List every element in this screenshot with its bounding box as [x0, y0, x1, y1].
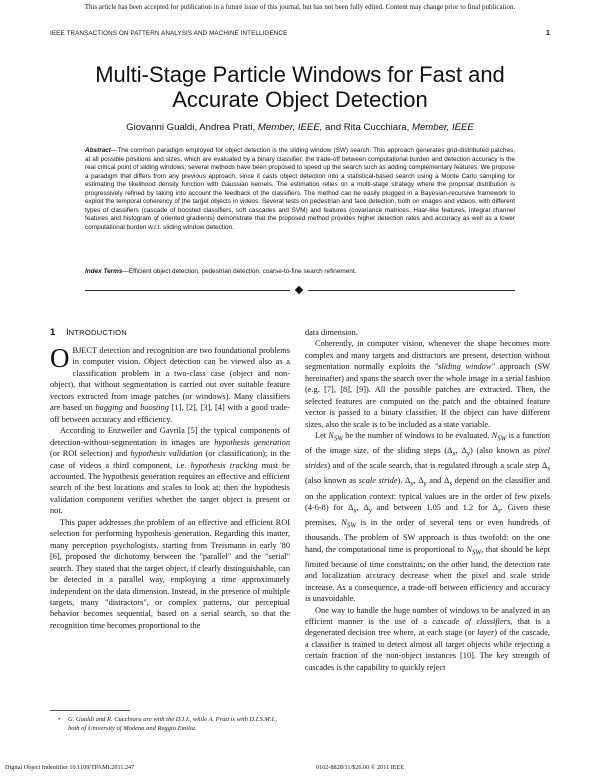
copyright-footer: 0162-8828/11/$26.00 © 2011 IEEE: [316, 764, 405, 771]
index-terms: [85, 268, 515, 277]
index-terms-label: Index Terms: [85, 268, 123, 275]
paragraph-sliding-window: Coherently, in computer vision, whenever the shape becomes more complex and many targets and distractors are present, detection without segmentation normally exploits the "sliding window" approach (SW hereinafter) and spans the search over the whole image in a serial fashion (e.g. [7], [8], [9]). All the possible patches are extracted. Then, the selected features are computed on the patch and the obtained feature vector is passed to a binary classifier. If the object can have different sizes, also the scale is to be included as a state variable.: [305, 339, 550, 429]
doi-footer: Digital Object Indentifier 10.1109/TPAMI.2011.247: [5, 764, 135, 771]
paragraph-intro-3: This paper addresses the problem of an effective and efficient ROI selection for performing hypothesis generation. Regarding this matter, many perception psychologists, starting from Treismann in early '80 [6], proposed the dichotomy between the "parallel" and the "serial" search. They stated that the target object, if clearly distinguishable, can be detected in a parallel way, employing a time approximately independent on the data dimension. Instead, in the presence of multiple targets, many "distractors", or complex patterns, our perceptual behavior becomes sequential, based on a serial search, so that the recognition time becomes proportional to the: [50, 517, 290, 630]
author-list: [40, 122, 560, 133]
section-number: 1: [50, 327, 56, 338]
separator-diamond: [295, 286, 303, 294]
section-heading: [50, 327, 290, 338]
paragraph-intro-2: According to Enzweiler and Gavrila [5] the typical components of detection-without-segmentation in images are hypothesis generation (or ROI selection) and hypothesis validation (or classification); in the case of videos a third component, i.e. hypothesis tracking must be accounted. The hypothesis generation requires an effective and efficient search of the best locations and scales to look at; then the hypothesis validation component verifies whether the target object is present or not.: [50, 426, 290, 516]
section-title-rest: NTRODUCTION: [68, 328, 127, 337]
left-column: [50, 327, 290, 631]
footnote-rule: [50, 710, 130, 711]
paper-title: [40, 62, 560, 112]
paragraph-cascade: One way to handle the huge number of windows to be analyzed in an efficient manner is the use of a cascade of classifiers, that is a degenerated decision tree where, at each stage (or layer) of the cascade, a classifier is trained to detect almost all target objects while rejecting a certain fraction of the non-object instances [10]. The key strength of cascades is the capability to quickly reject: [305, 605, 551, 672]
right-column: [305, 327, 550, 673]
member-tag-2: Member, IEEE: [411, 122, 474, 133]
paragraph-nsw: Let $N_{SW}$ be the number of windows to be evaluated. $N_{SW}$ is a function of the image size, of the sliding steps ($\Delta_x$, $\Delta_y$) (also known as pixel strides) and of the scale search, that is regulated through a scale step $\Delta_s$ (also known as scale stride). $\Delta_x$, $\Delta_y$ and $\Delta_s$ depend on the classifier and on the application context: typical values are in the order of few pixels (4-6-8) for $\Delta_x$, $\Delta_y$ and between 1.05 and 1.2 for $\Delta_s$. Given these premises, $N_{SW}$ is in the order of several tens or even hundreds of thousands. The problem of SW approach is thus twofold: on the one hand, the computational time is proportional to $N_{SW}$, that should be kept limited because of time constraints; on the other hand, the detection rate and localization accuracy decrease when the pixel and scale stride increase. As a consequence, a trade-off between efficiency and accuracy is unavoidable.: [305, 431, 550, 604]
abstract: [85, 147, 515, 232]
footnote-text: G. Gualdi and R. Cucchiara are with the D.I.I., while A. Prati is with D.I.S.M.I., both of University of Modena and Reggio Emilia.: [68, 716, 277, 732]
paragraph-continued: data dimension.: [305, 328, 358, 337]
publication-notice: This article has been accepted for publication in a future issue of this journal, but has not been fully edited. Content may change prior to final publication.: [84, 3, 516, 11]
page-number: 1: [546, 30, 550, 37]
running-head: [50, 30, 550, 37]
index-terms-text: —Efficient object detection, pedestrian detection, coarse-to-fine search refinement.: [122, 268, 357, 275]
paragraph-intro-1: OBJECT detection and recognition are two foundational problems in computer vision. Object detection can be viewed also as a classification problem in a two-class case (object and non-object), that without segmentation is carried out over suitable feature vectors extracted from image patches (or windows). Many classifiers are based on bagging and boosting [1], [2], [3], [4] with a good trade-off between accuracy and efficiency.: [50, 343, 290, 424]
drop-cap: O: [50, 343, 70, 373]
abstract-label: Abstract: [85, 147, 111, 154]
affiliation-footnote: [50, 716, 288, 733]
member-tag-1: Member, IEEE,: [257, 122, 323, 133]
journal-name: IEEE TRANSACTIONS ON PATTERN ANALYSIS AND MACHINE INTELLIGENCE: [50, 30, 288, 37]
section-separator: [85, 287, 515, 295]
footnote-bullet: •: [58, 716, 61, 723]
separator-line-left: [85, 290, 290, 291]
abstract-text: —The common paradigm employed for object detection is the sliding window (SW) search. This approach generates grid-distributed patches, at all possible positions and sizes, which are evaluated by a binary classifier: the trade-off between computational burden and detection accuracy is the real critical point of sliding windows; several methods have been proposed to speed up the search such as adding complementary features. We propose a paradigm that differs from any previous approach, since it casts object detection into a statistical-based search using a Monte Carlo sampling for estimating the likelihood density function with Gaussian kernels. The estimation relies on a multi-stage strategy where the proposal distribution is progressively refined by taking into account the feedback of the classifiers. The method can be easily plugged in a Bayesian-recursive framework to exploit the temporal coherency of the target objects in videos. Several tests on pedestrian and face detection, both on images and videos, with different types of classifiers (cascade of boosted classifiers, soft cascades and SVM) and features (covariance matrices, Haar-like features, integral channel features and histogram of oriented gradients) demonstrate that the proposed method provides higher detection rates and accuracy as well as a lower computational burden w.r.t. sliding window detection.: [85, 147, 515, 231]
authors-part-1: Giovanni Gualdi, Andrea Prati,: [126, 122, 258, 133]
authors-part-2: and Rita Cucchiara,: [322, 122, 412, 133]
section-first-letter: I: [66, 327, 69, 338]
lead-caps: BJECT: [72, 346, 98, 355]
title-line-2: Accurate Object Detection: [172, 87, 428, 112]
separator-line-right: [308, 290, 515, 291]
title-line-1: Multi-Stage Particle Windows for Fast and: [95, 62, 505, 87]
